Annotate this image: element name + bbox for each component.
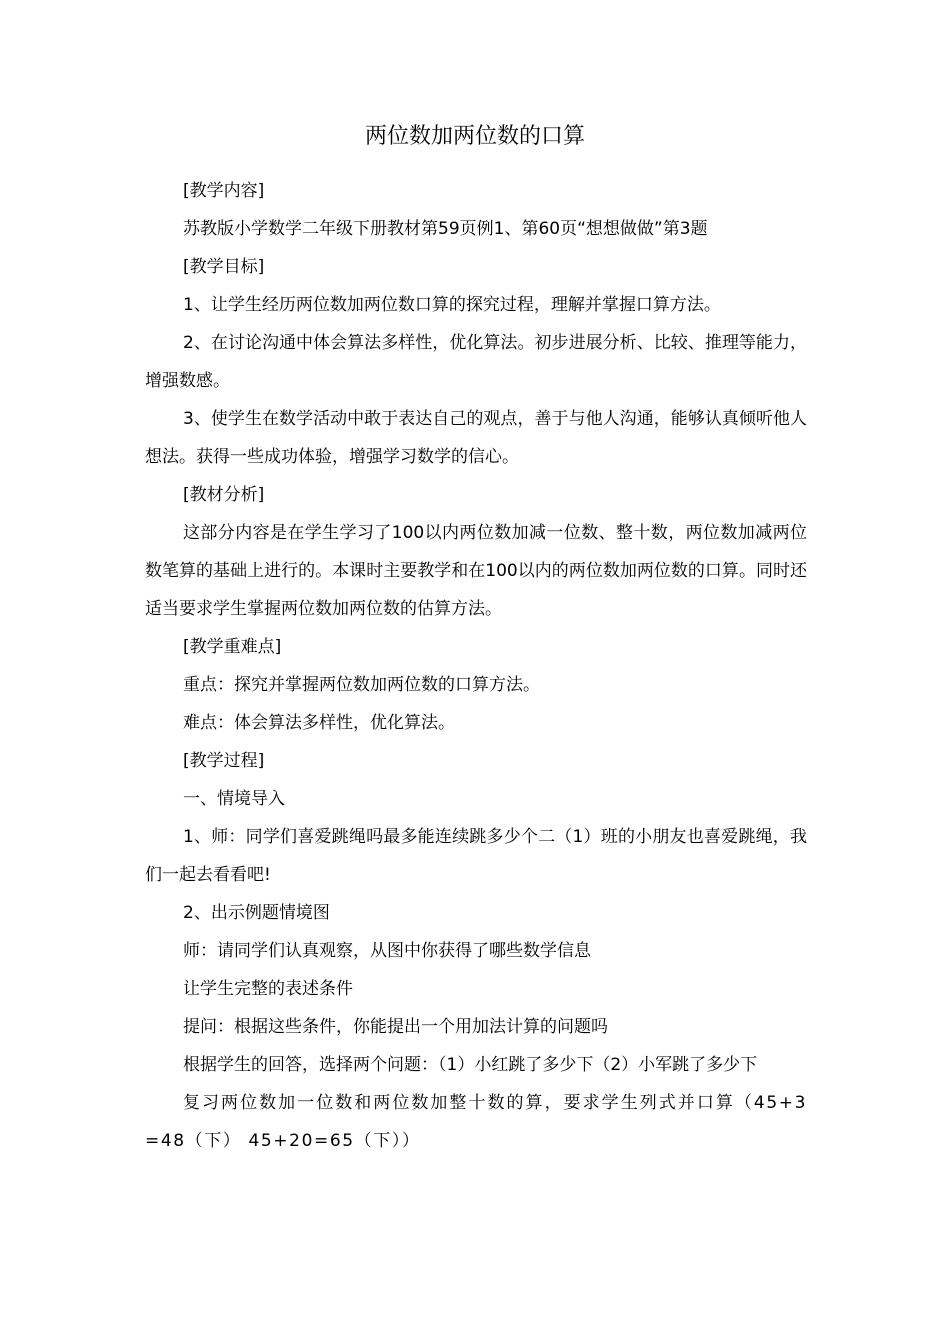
paragraph-intro-heading: 一、情境导入 bbox=[183, 789, 285, 809]
paragraph-analysis: 这部分内容是在学生学习了100以内两位数加减一位数、整十数，两位数加减两位数笔算的基础上进行的。本课时主要教学和在100以内的两位数加两位数的口算。同时还适当要求学生掌握两位数加两位数的估算方法。 bbox=[145, 523, 807, 619]
document-title: 两位数加两位数的口算 bbox=[364, 124, 585, 149]
paragraph-goal-1: 1、让学生经历两位数加两位数口算的探究过程，理解并掌握口算方法。 bbox=[183, 295, 721, 315]
paragraph-difficulty: 难点：体会算法多样性，优化算法。 bbox=[183, 713, 455, 733]
paragraph-goal-2: 2、在讨论沟通中体会算法多样性，优化算法。初步进展分析、比较、推理等能力，增强数感。 bbox=[145, 333, 807, 391]
paragraph-step-1: 1、师：同学们喜爱跳绳吗最多能连续跳多少个二（1）班的小朋友也喜爱跳绳，我们一起去看看吧! bbox=[145, 827, 807, 885]
section-heading-key-points: [教学重难点] bbox=[183, 637, 282, 657]
paragraph-textbook: 苏教版小学数学二年级下册教材第59页例1、第60页“想想做做”第3题 bbox=[183, 219, 708, 239]
paragraph-review: 复习两位数加一位数和两位数加整十数的算，要求学生列式并口算（45+3=48（下） 45+20=65（下）） bbox=[145, 1093, 807, 1151]
section-heading-content: [教学内容] bbox=[183, 181, 265, 201]
paragraph-teacher-question: 师：请同学们认真观察，从图中你获得了哪些数学信息 bbox=[183, 941, 591, 961]
section-heading-goals: [教学目标] bbox=[183, 257, 265, 277]
paragraph-goal-3: 3、使学生在数学活动中敢于表达自己的观点，善于与他人沟通，能够认真倾听他人想法。获得一些成功体验，增强学习数学的信心。 bbox=[145, 409, 807, 467]
paragraph-choose-questions: 根据学生的回答，选择两个问题：（1）小红跳了多少下（2）小军跳了多少下 bbox=[183, 1055, 758, 1075]
section-heading-analysis: [教材分析] bbox=[183, 485, 265, 505]
paragraph-key-point: 重点：探究并掌握两位数加两位数的口算方法。 bbox=[183, 675, 540, 695]
paragraph-student-conditions: 让学生完整的表述条件 bbox=[183, 979, 353, 999]
document-body bbox=[145, 172, 807, 1160]
paragraph-ask-question: 提问：根据这些条件，你能提出一个用加法计算的问题吗 bbox=[183, 1017, 608, 1037]
section-heading-process: [教学过程] bbox=[183, 751, 265, 771]
paragraph-step-2: 2、出示例题情境图 bbox=[183, 903, 330, 923]
